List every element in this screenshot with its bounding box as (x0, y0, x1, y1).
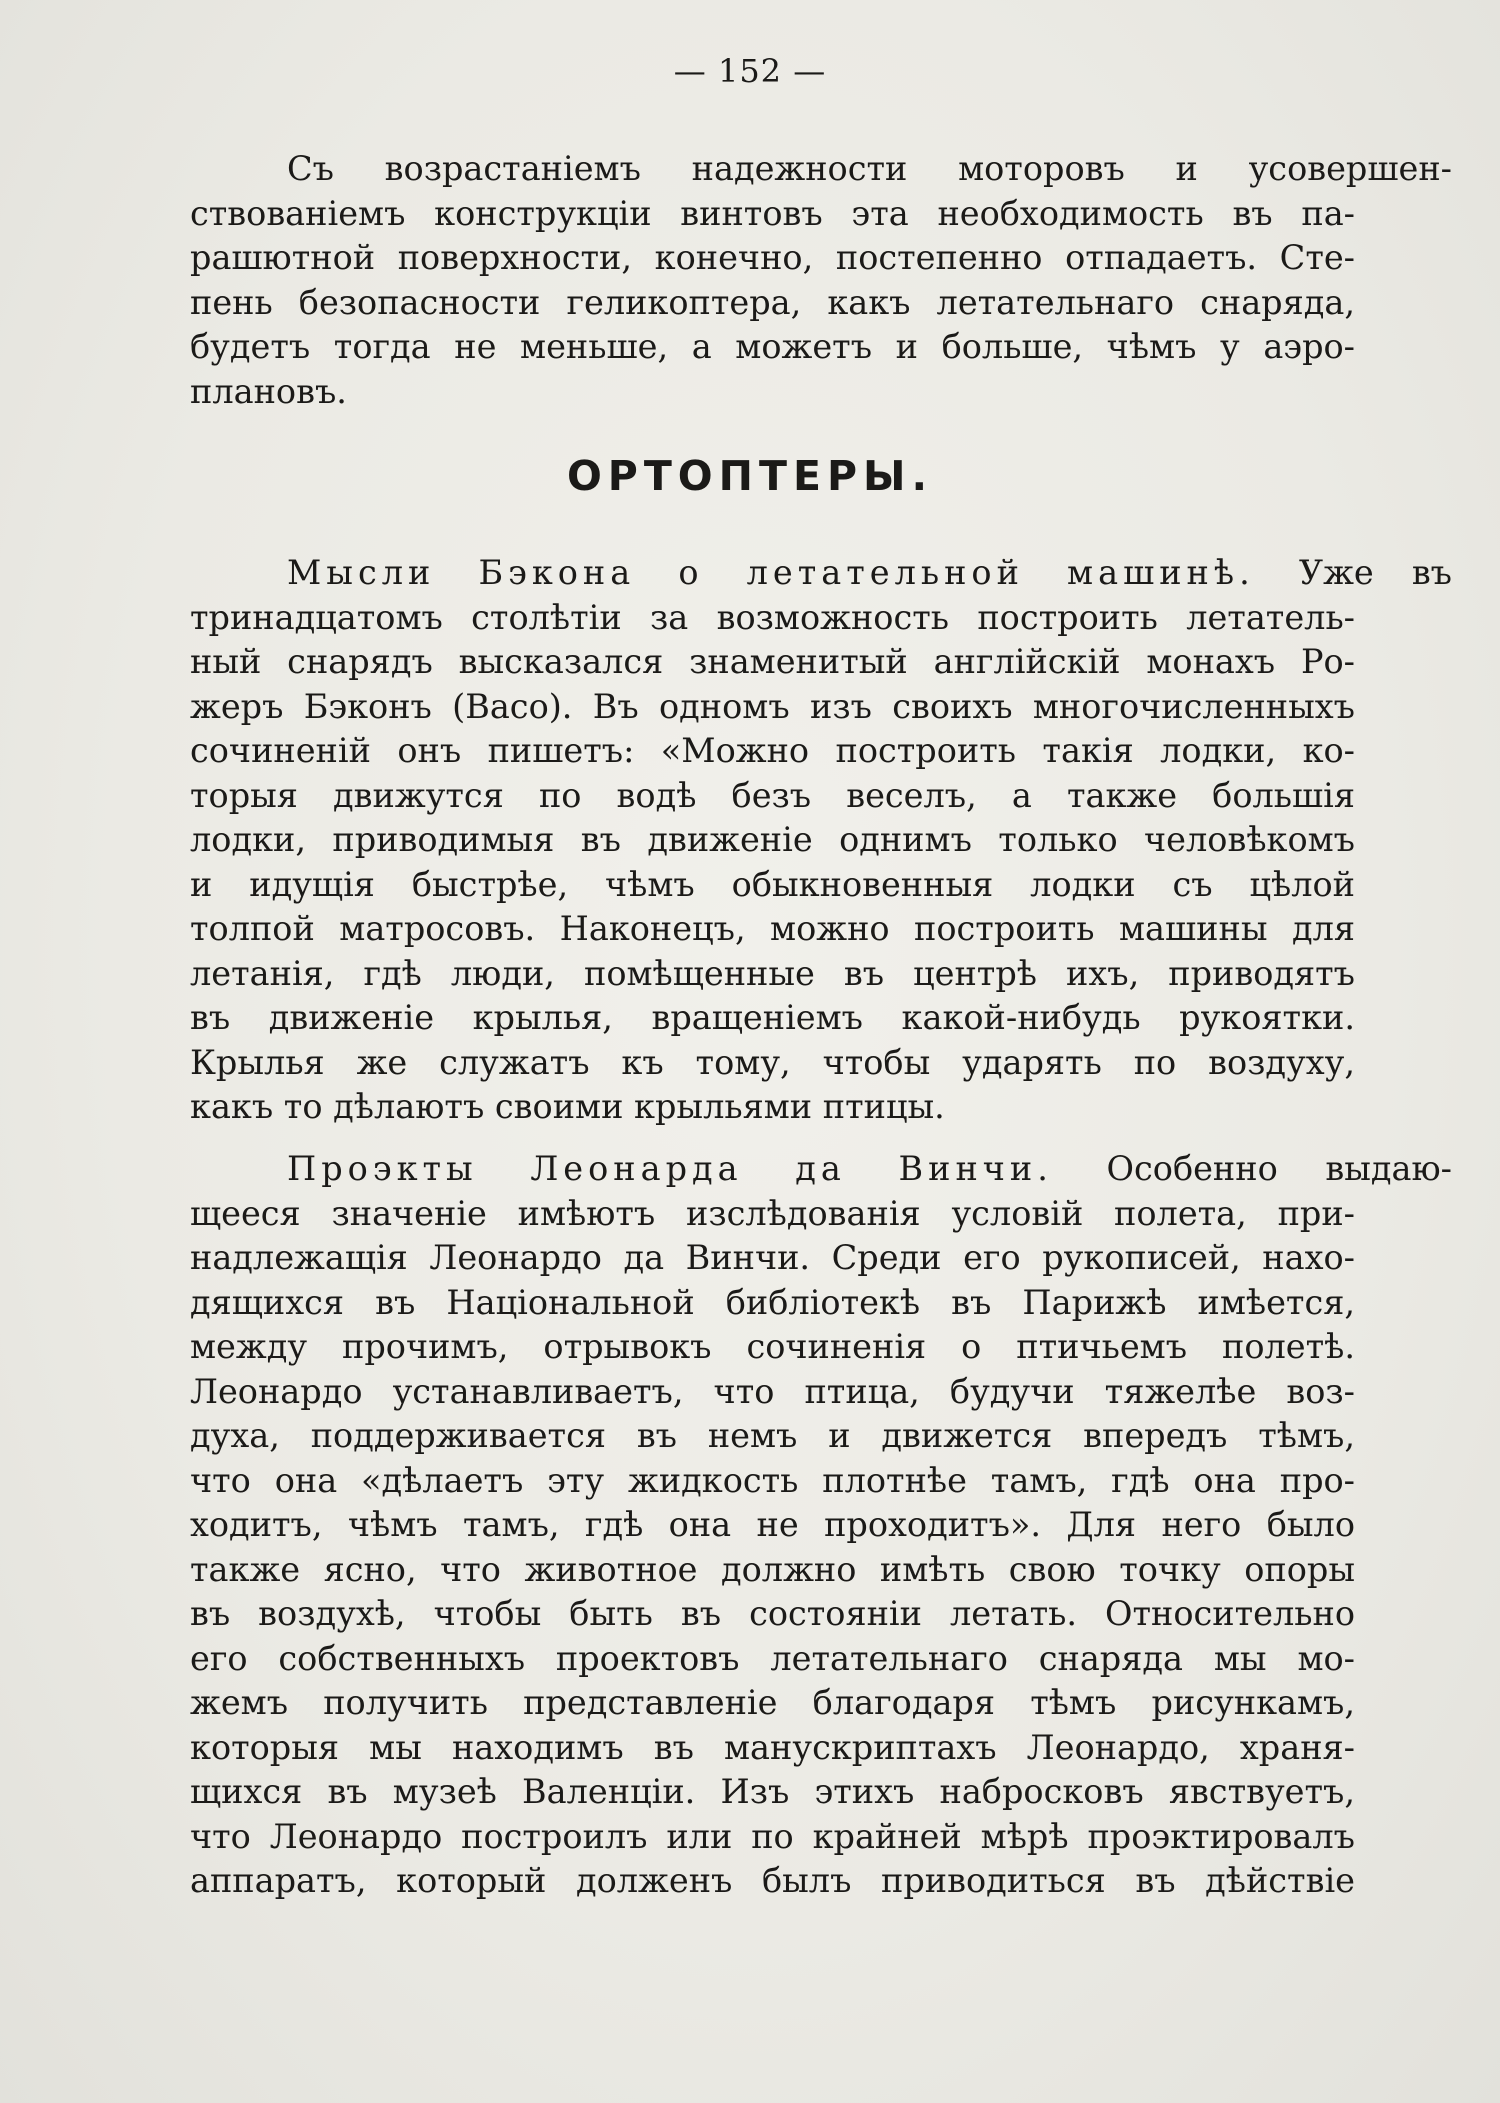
text-line: между прочимъ, отрывокъ сочиненія о птичьемъ полетѣ. (190, 1327, 1355, 1366)
text-line: толпой матросовъ. Наконецъ, можно построить машины для (190, 909, 1355, 948)
text-line: летанія, гдѣ люди, помѣщенные въ центрѣ ихъ, приводятъ (190, 953, 1355, 993)
run-in-heading: Проэкты Леонарда да Винчи. (287, 1149, 1053, 1188)
intro-paragraph (190, 147, 1452, 414)
text-line: Крылья же служатъ къ тому, чтобы ударять по воздуху, (190, 1042, 1355, 1082)
text-line: пень безопасности геликоптера, какъ летательнаго снаряда, (190, 282, 1355, 322)
text-line: лодки, приводимыя въ движеніе однимъ только человѣкомъ (190, 820, 1355, 859)
text-line: жемъ получить представленіе благодаря тѣмъ рисункамъ, (190, 1683, 1355, 1722)
text-line: торыя движутся по водѣ безъ веселъ, а также большія (190, 775, 1355, 815)
text-line: также ясно, что животное должно имѣть свою точку опоры (190, 1549, 1355, 1589)
text-line: Съ возрастаніемъ надежности моторовъ и усовершен- (287, 149, 1452, 188)
bacon-paragraph (190, 551, 1452, 1130)
text-line: щихся въ музеѣ Валенціи. Изъ этихъ набросковъ явствуетъ, (190, 1772, 1355, 1811)
text-line: въ движеніе крылья, вращеніемъ какой-нибудь рукоятки. (190, 998, 1355, 1037)
text-line: щееся значеніе имѣютъ изслѣдованія условій полета, при- (190, 1193, 1355, 1233)
text-line: рашютной поверхности, конечно, постепенно отпадаетъ. Сте- (190, 238, 1355, 277)
text-run: Особенно выдаю- (1106, 1149, 1452, 1188)
text-line: сочиненій онъ пишетъ: «Можно построить такія лодки, ко- (190, 731, 1355, 770)
text-line: жеръ Бэконъ (Baco). Въ одномъ изъ своихъ многочисленныхъ (190, 686, 1355, 726)
text-line: что она «дѣлаетъ эту жидкость плотнѣе тамъ, гдѣ она про- (190, 1460, 1355, 1500)
text-line: которыя мы находимъ въ манускриптахъ Леонардо, храня- (190, 1727, 1355, 1767)
text-line (190, 1147, 1452, 1192)
text-line: какъ то дѣлаютъ своими крыльями птицы. (190, 1087, 945, 1126)
text-line: тринадцатомъ столѣтіи за возможность построить летатель- (190, 597, 1355, 637)
text-line (190, 551, 1452, 596)
text-line: ный снарядъ высказался знаменитый англійскій монахъ Ро- (190, 642, 1355, 681)
text-line: ствованіемъ конструкціи винтовъ эта необходимость въ па- (190, 193, 1355, 233)
text-line: надлежащія Леонардо да Винчи. Среди его рукописей, нахо- (190, 1238, 1355, 1277)
text-line: дящихся въ Національной библіотекѣ въ Парижѣ имѣется, (190, 1282, 1355, 1322)
text-line: духа, поддерживается въ немъ и движется впередъ тѣмъ, (190, 1416, 1355, 1455)
text-line: аппаратъ, который долженъ былъ приводиться въ дѣйствіе (190, 1861, 1355, 1900)
text-line: въ воздухѣ, чтобы быть въ состояніи летать. Относительно (190, 1594, 1355, 1633)
text-line: что Леонардо построилъ или по крайней мѣрѣ проэктировалъ (190, 1816, 1355, 1856)
text-line: его собственныхъ проектовъ летательнаго снаряда мы мо- (190, 1638, 1355, 1678)
run-in-heading: Мысли Бэкона о летательной машинѣ. (287, 553, 1255, 592)
text-line: ходитъ, чѣмъ тамъ, гдѣ она не проходитъ». Для него было (190, 1505, 1355, 1544)
text-run: Уже въ (1298, 553, 1452, 592)
page-number: — 152 — (673, 52, 827, 90)
section-title: ОРТОПТЕРЫ. (566, 452, 934, 500)
text-line: и идущія быстрѣе, чѣмъ обыкновенныя лодки съ цѣлой (190, 864, 1355, 904)
text-line: Леонардо устанавливаетъ, что птица, будучи тяжелѣе воз- (190, 1371, 1355, 1411)
text-line: будетъ тогда не меньше, а можетъ и больше, чѣмъ у аэро- (190, 327, 1355, 366)
text-line: плановъ. (190, 371, 347, 411)
leonardo-paragraph (190, 1147, 1452, 1904)
